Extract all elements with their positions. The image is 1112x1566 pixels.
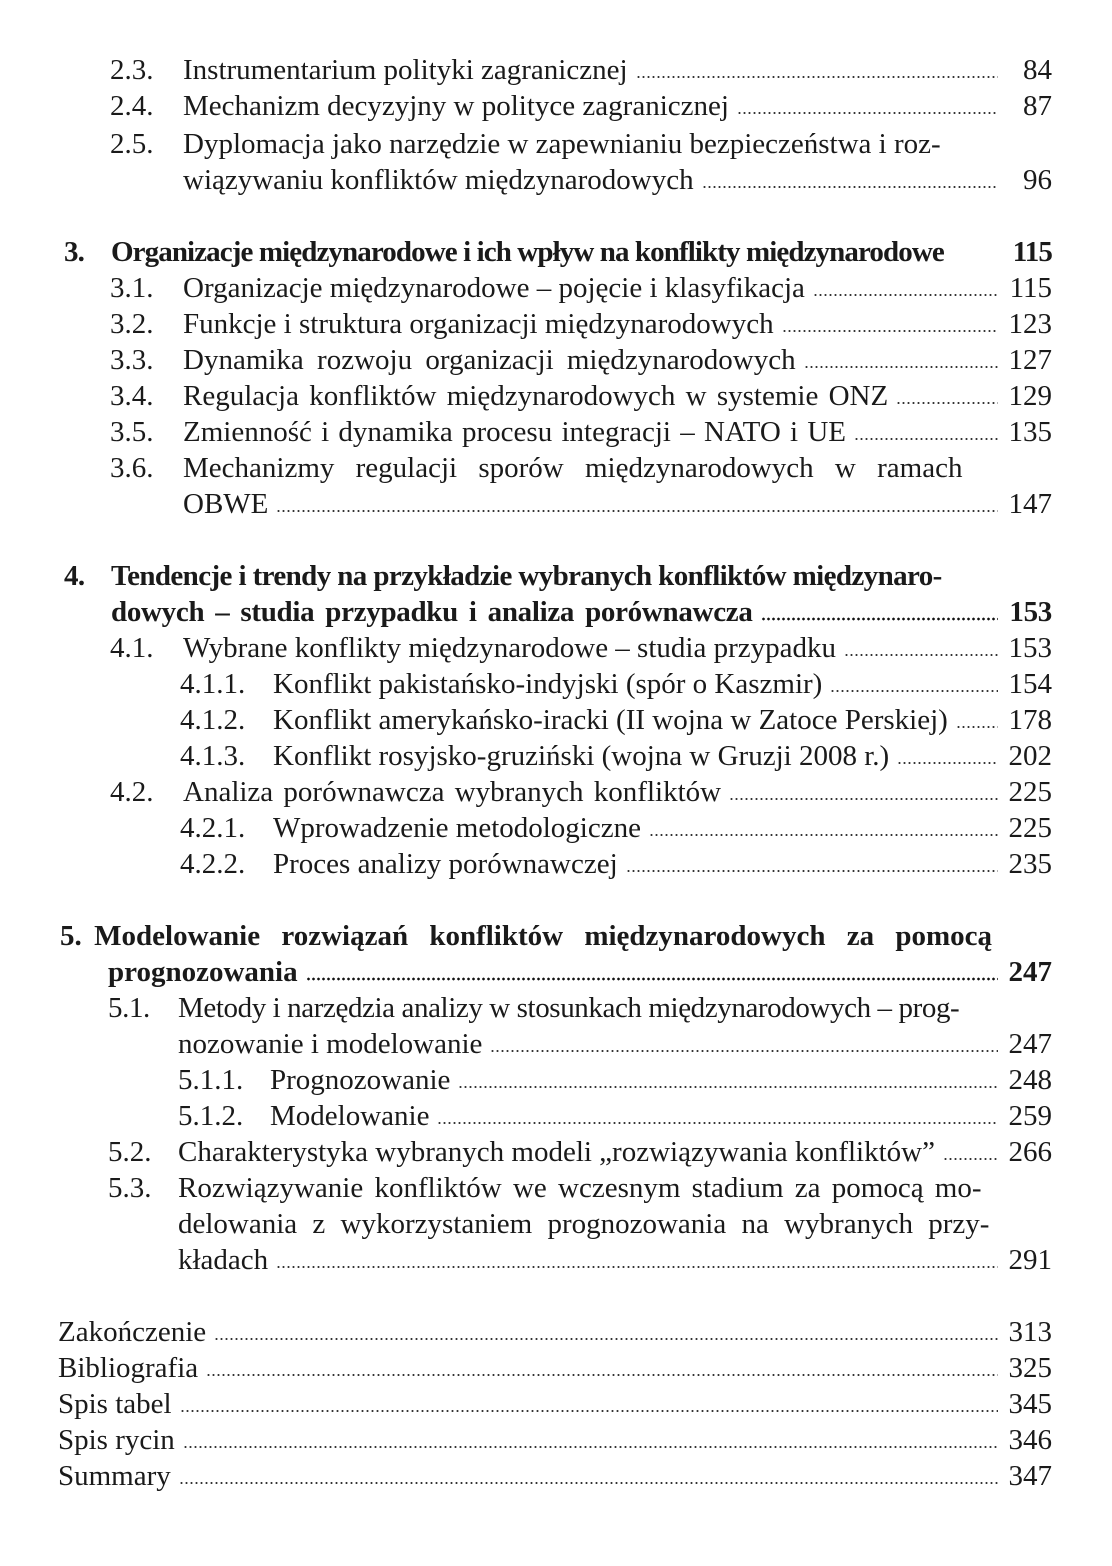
entry-title: Zakończenie [58,1316,207,1348]
dot-leader [782,329,998,333]
entry-title: Bibliografia [58,1352,199,1384]
section-title-line1: Mechanizmy regulacji sporów międzynarodowych w ramach [183,452,963,484]
page-number: 346 [1008,1424,1052,1456]
page-number: 153 [1009,596,1052,628]
subsection-title: Modelowanie [270,1100,430,1132]
section-title-line2: nozowanie i modelowanie [178,1028,483,1060]
dot-leader [179,1481,998,1485]
toc-entry-3-6-line1[interactable] [110,450,992,486]
page-number: 123 [1008,308,1052,340]
page-number: 291 [1008,1244,1052,1276]
dot-leader [956,725,998,729]
page-number: 202 [1008,740,1052,772]
page-number: 247 [1008,1028,1052,1060]
toc-entry-4-2-1[interactable] [180,810,1052,846]
toc-entry-3-2[interactable] [110,306,1052,342]
page-number: 259 [1008,1100,1052,1132]
toc-entry-5-3-line1[interactable] [108,1170,992,1206]
dot-leader [896,401,998,405]
dot-leader [306,977,998,981]
subsection-number: 4.2.1. [180,812,246,844]
section-number: 4.1. [110,632,154,664]
page-number: 87 [1023,90,1052,122]
section-number: 2.3. [110,54,154,86]
page-number: 247 [1008,956,1052,988]
toc-entry-5-1-line2[interactable] [178,1026,1052,1062]
section-title-line3: kładach [178,1244,269,1276]
toc-entry-3-6-line2[interactable] [183,486,1052,522]
dot-leader [813,293,998,297]
toc-chapter-5-line1[interactable] [60,918,992,954]
page-number: 235 [1008,848,1052,880]
section-title-line2: wiązywaniu konfliktów międzynarodowych [183,164,694,196]
page-number: 325 [1008,1352,1052,1384]
page-number: 127 [1008,344,1052,376]
section-title: Zmienność i dynamika procesu integracji – NATO i UE [183,416,846,448]
dot-leader [183,1445,998,1449]
page-number: 248 [1008,1064,1052,1096]
section-number: 4.2. [110,776,154,808]
toc-entry-5-2[interactable] [108,1134,1052,1170]
section-title-line1: Metody i narzędzia analizy w stosunkach międzynarodowych – prog- [178,992,960,1024]
section-title: Organizacje międzynarodowe – pojęcie i klasyfikacja [183,272,805,304]
page-number: 115 [1009,272,1052,304]
section-title: Wybrane konflikty międzynarodowe – studia przypadku [183,632,836,664]
chapter-title-line1: Modelowanie rozwiązań konfliktów międzynarodowych za pomocą [94,920,992,952]
toc-entry-3-5[interactable] [110,414,1052,450]
toc-entry-2-5-line1[interactable] [110,126,992,162]
page-number: 154 [1008,668,1052,700]
dot-leader [943,1157,998,1161]
dot-leader [180,1409,998,1413]
page-number: 135 [1008,416,1052,448]
section-title: Mechanizm decyzyjny w polityce zagranicznej [183,90,729,122]
page-number: 225 [1008,776,1052,808]
dot-leader [649,833,998,837]
section-title: Instrumentarium polityki zagranicznej [183,54,628,86]
section-title-line2: delowania z wykorzystaniem prognozowania na wybranych przy- [178,1208,990,1240]
subsection-number: 5.1.2. [178,1100,244,1132]
toc-entry-2-4[interactable] [110,88,1052,124]
dot-leader [458,1085,998,1089]
page-number: 96 [1023,164,1052,196]
dot-leader [854,437,998,441]
page-number: 345 [1008,1388,1052,1420]
subsection-number: 5.1.1. [178,1064,244,1096]
toc-entry-4-2-2[interactable] [180,846,1052,882]
section-title: Dynamika rozwoju organizacji międzynarodowych [183,344,796,376]
subsection-title: Proces analizy porównawczej [273,848,618,880]
dot-leader [844,653,998,657]
section-number: 2.5. [110,128,154,160]
section-title: Analiza porównawcza wybranych konfliktów [183,776,722,808]
dot-leader [206,1373,998,1377]
toc-entry-2-3[interactable] [110,52,1052,88]
subsection-number: 4.1.1. [180,668,246,700]
subsection-title: Konflikt rosyjsko-gruziński (wojna w Gruzji 2008 r.) [273,740,890,772]
toc-entry-spis-rycin[interactable] [58,1422,1052,1458]
dot-leader [214,1337,998,1341]
chapter-title-line1: Tendencje i trendy na przykładzie wybranych konfliktów międzynaro- [111,560,942,592]
dot-leader [702,185,998,189]
section-number: 3.5. [110,416,154,448]
section-number: 3.4. [110,380,154,412]
toc-entry-spis-tabel[interactable] [58,1386,1052,1422]
toc-chapter-5-line2[interactable] [108,954,1052,990]
toc-entry-3-1[interactable] [110,270,1052,306]
toc-entry-5-3-line3[interactable] [178,1242,1052,1278]
section-number: 3.6. [110,452,154,484]
page-number: 266 [1008,1136,1052,1168]
subsection-title: Konflikt amerykańsko-iracki (II wojna w Zatoce Perskiej) [273,704,948,736]
page-number: 147 [1008,488,1052,520]
section-number: 5.3. [108,1172,152,1204]
toc-entry-2-5-line2[interactable] [183,162,1052,198]
toc-entry-4-1-1[interactable] [180,666,1052,702]
dot-leader [737,111,998,115]
dot-leader [761,617,998,621]
toc-entry-5-1-2[interactable] [178,1098,1052,1134]
entry-title: Spis rycin [58,1424,175,1456]
page-number: 153 [1008,632,1052,664]
page-number: 225 [1008,812,1052,844]
entry-title: Spis tabel [58,1388,172,1420]
subsection-title: Prognozowanie [270,1064,451,1096]
subsection-title: Konflikt pakistańsko-indyjski (spór o Kaszmir) [273,668,823,700]
subsection-number: 4.1.3. [180,740,246,772]
toc-entry-4-1[interactable] [110,630,1052,666]
page-number: 178 [1008,704,1052,736]
toc-entry-5-1-1[interactable] [178,1062,1052,1098]
toc-entry-3-4[interactable] [110,378,1052,414]
subsection-number: 4.1.2. [180,704,246,736]
dot-leader [437,1121,998,1125]
toc-chapter-3[interactable] [64,234,1052,270]
page-number: 115 [1012,236,1052,268]
dot-leader [729,797,998,801]
page-number: 84 [1023,54,1052,86]
chapter-title: Organizacje międzynarodowe i ich wpływ na konflikty międzynarodowe [111,236,944,268]
subsection-title: Wprowadzenie metodologiczne [273,812,641,844]
toc-entry-5-3-line2[interactable] [178,1206,992,1242]
section-title: Regulacja konfliktów międzynarodowych w systemie ONZ [183,380,889,412]
toc-entry-4-2[interactable] [110,774,1052,810]
toc-entry-zakonczenie[interactable] [58,1314,1052,1350]
toc-entry-4-1-3[interactable] [180,738,1052,774]
toc-chapter-4-line1[interactable] [64,558,994,594]
dot-leader [276,1265,998,1269]
section-number: 2.4. [110,90,154,122]
chapter-number: 5. [60,920,82,952]
section-number: 3.1. [110,272,154,304]
dot-leader [490,1049,998,1053]
toc-entry-4-1-2[interactable] [180,702,1052,738]
section-number: 3.2. [110,308,154,340]
page-number: 347 [1008,1460,1052,1492]
toc-chapter-4-line2[interactable] [111,594,1052,630]
section-number: 3.3. [110,344,154,376]
section-title: Funkcje i struktura organizacji międzynarodowych [183,308,774,340]
dot-leader [897,761,998,765]
dot-leader [636,75,998,79]
chapter-number: 3. [64,236,84,268]
dot-leader [276,509,998,513]
chapter-title-line2: dowych – studia przypadku i analiza porównawcza [111,596,753,628]
dot-leader [804,365,998,369]
section-title: Charakterystyka wybranych modeli „rozwiązywania konfliktów” [178,1136,935,1168]
section-number: 5.1. [108,992,150,1024]
chapter-title-line2: prognozowania [108,956,298,988]
section-title-line2: OBWE [183,488,269,520]
subsection-number: 4.2.2. [180,848,246,880]
section-title-line1: Dyplomacja jako narzędzie w zapewnianiu bezpieczeństwa i roz- [183,128,941,160]
page-number: 313 [1008,1316,1052,1348]
toc-entry-5-1-line1[interactable] [108,990,994,1026]
toc-entry-bibliografia[interactable] [58,1350,1052,1386]
section-number: 5.2. [108,1136,152,1168]
section-title-line1: Rozwiązywanie konfliktów we wczesnym stadium za pomocą mo- [178,1172,982,1204]
dot-leader [626,869,998,873]
chapter-number: 4. [64,560,85,592]
toc-entry-3-3[interactable] [110,342,1052,378]
dot-leader [830,689,998,693]
toc-entry-summary[interactable] [58,1458,1052,1494]
entry-title: Summary [58,1460,171,1492]
page-number: 129 [1008,380,1052,412]
